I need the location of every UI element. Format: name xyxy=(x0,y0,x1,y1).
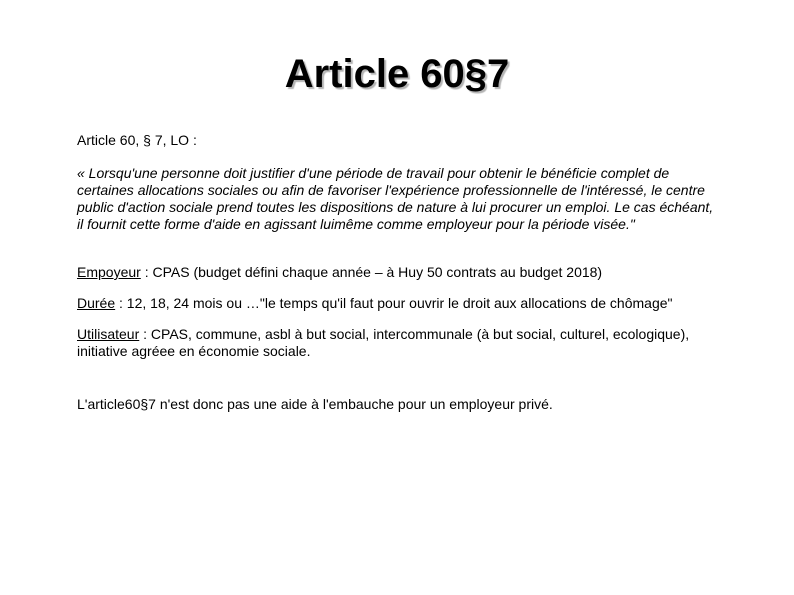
item-employeur xyxy=(77,264,717,281)
slide-title: Article 60§7 xyxy=(284,52,510,96)
conclusion: L'article60§7 n'est donc pas une aide à l'embauche pour un employeur privé. xyxy=(77,396,553,412)
item-utilisateur-label: Utilisateur xyxy=(77,326,140,342)
article-reference: Article 60, § 7, LO : xyxy=(77,132,197,148)
item-duree-text: : 12, 18, 24 mois ou …"le temps qu'il faut pour ouvrir le droit aux allocations de chômage" xyxy=(115,295,673,311)
item-duree xyxy=(77,295,717,312)
item-duree-label: Durée xyxy=(77,295,116,311)
item-employeur-text: : CPAS (budget défini chaque année – à Huy 50 contrats au budget 2018) xyxy=(140,264,603,280)
item-utilisateur xyxy=(77,326,717,360)
slide-content xyxy=(77,132,717,413)
item-utilisateur-text: : CPAS, commune, asbl à but social, intercommunale (à but social, culturel, ecologique), initiative agréee en économie sociale. xyxy=(77,326,690,359)
legal-quote: « Lorsqu'une personne doit justifier d'une période de travail pour obtenir le bénéficie complet de certaines allocations sociales ou afin de favoriser l'expérience professionnelle de l'intéressé, le centre public d'action sociale prend toutes les dispositions de nature à lui procurer un emploi. Le cas échéant, il fournit cette forme d'aide en agissant luimême comme employeur pour la période visée." xyxy=(77,165,714,232)
item-employeur-label: Empoyeur xyxy=(77,264,141,280)
